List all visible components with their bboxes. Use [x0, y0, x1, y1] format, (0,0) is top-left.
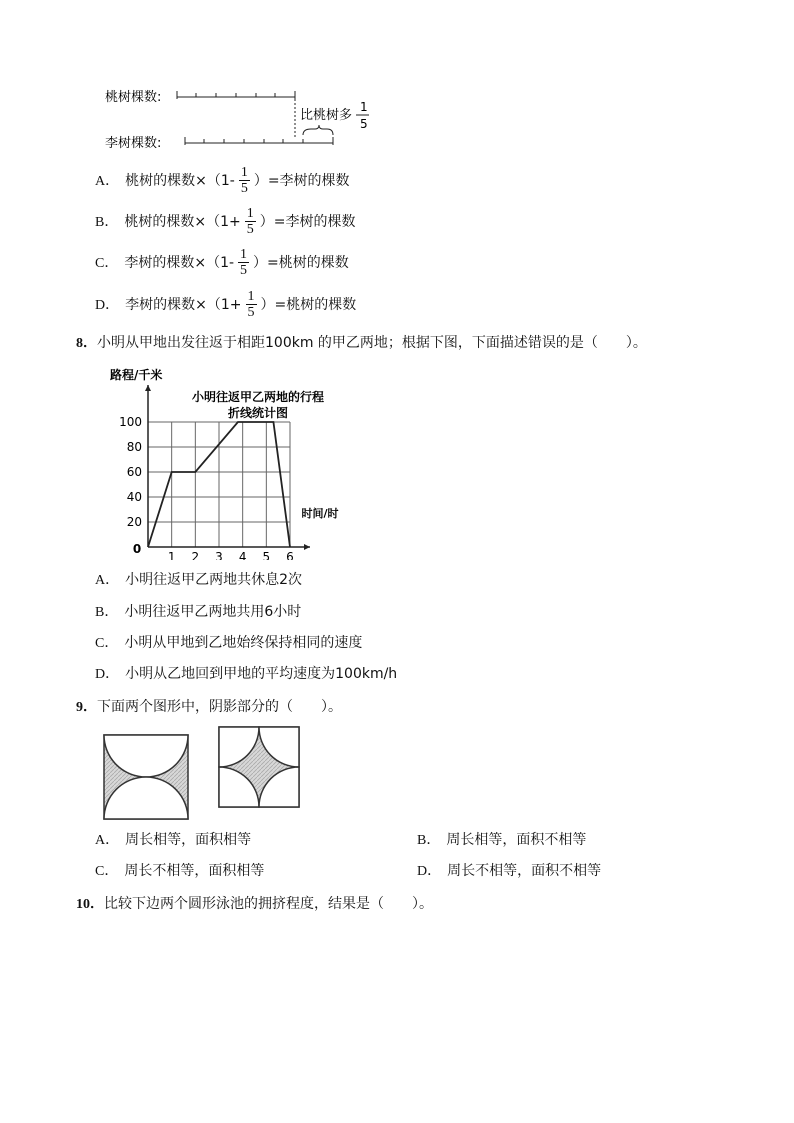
x-tick-label: 3 [215, 550, 223, 560]
q8-stem [76, 332, 647, 352]
q7-option-c[interactable] [95, 244, 349, 280]
plum-ticks [185, 137, 333, 145]
fraction: $\frac{1}{5}$ [247, 288, 255, 320]
q7-segment-diagram [105, 85, 385, 155]
option-text: 小明从甲地到乙地始终保持相同的速度 [124, 635, 363, 651]
q10-stem [76, 893, 433, 913]
option-text: 周长相等，面积不相等 [446, 832, 587, 848]
q8-chart [110, 365, 350, 560]
option-text-pre: 李树的棵数×（1+ [125, 297, 242, 313]
annotation-numerator: 1 [360, 100, 368, 114]
plum-label: 李树棵数: [105, 136, 162, 151]
q8-line-chart [110, 365, 350, 560]
option-letter: B． [417, 833, 441, 848]
option-text: 小明往返甲乙两地共休息2次 [125, 572, 303, 588]
x-tick-label: 1 [167, 550, 176, 560]
fraction: $\frac{1}{5}$ [240, 164, 248, 196]
option-letter: C． [95, 864, 119, 879]
q7-option-a[interactable] [95, 162, 350, 198]
option-letter: A． [95, 174, 120, 189]
quarter-circle-square-figure [217, 725, 303, 811]
semicircle-square-figure [102, 733, 192, 821]
y-tick-label: 40 [126, 490, 142, 504]
question-text: 下面两个图形中，阴影部分的（ ）。 [97, 699, 342, 715]
y-tick-label: 60 [126, 465, 142, 479]
peach-ticks [177, 91, 295, 99]
y-tick-label: 100 [119, 415, 142, 429]
peach-label: 桃树棵数: [105, 90, 162, 105]
y-tick-label: 20 [126, 515, 142, 529]
question-number: 8． [76, 336, 97, 351]
q9-figure-right [217, 725, 303, 815]
option-letter: B． [95, 215, 119, 230]
x-axis-arrow-icon [304, 544, 310, 550]
option-text-post: ）=桃树的棵数 [260, 297, 357, 313]
x-tick-label: 6 [286, 550, 294, 560]
option-letter: D． [95, 298, 120, 313]
y-axis-label: 路程/千米 [110, 368, 163, 382]
q8-option-d[interactable] [95, 655, 397, 691]
option-letter: D． [417, 864, 442, 879]
q9-option-c[interactable] [95, 852, 264, 888]
option-text: 周长相等，面积相等 [125, 832, 252, 848]
chart-title: 小明往返甲乙两地的行程 [191, 390, 325, 404]
q7-option-b[interactable] [95, 203, 355, 239]
question-text: 比较下边两个圆形泳池的拥挤程度，结果是（ ）。 [104, 896, 433, 912]
option-text: 小明从乙地回到甲地的平均速度为100km/h [125, 666, 398, 682]
x-tick-label: 2 [191, 550, 200, 560]
x-tick-label: 5 [262, 550, 271, 560]
option-letter: D． [95, 667, 120, 682]
option-letter: A． [95, 833, 120, 848]
annotation-text: 比桃树多 [300, 108, 353, 123]
option-letter: B． [95, 605, 119, 620]
option-text-pre: 桃树的棵数×（1- [125, 173, 235, 189]
chart-subtitle: 折线统计图 [227, 406, 289, 420]
option-text-post: ）=李树的棵数 [253, 173, 350, 189]
origin-label: 0 [132, 542, 142, 556]
x-tick-labels [168, 550, 294, 560]
y-tick-label: 80 [126, 440, 142, 454]
option-text-pre: 桃树的棵数×（1+ [124, 214, 241, 230]
option-letter: C． [95, 256, 119, 271]
y-axis-arrow-icon [145, 385, 151, 391]
question-number: 10． [76, 897, 104, 912]
option-text: 周长不相等，面积不相等 [447, 863, 602, 879]
option-text: 小明往返甲乙两地共用6小时 [124, 604, 302, 620]
q9-stem [76, 696, 342, 716]
brace-icon [303, 125, 333, 135]
q9-figure-left [102, 733, 192, 825]
q8-option-a[interactable] [95, 561, 302, 597]
q7-diagram [105, 85, 385, 155]
question-number: 9． [76, 700, 97, 715]
q9-option-d[interactable] [417, 852, 601, 888]
option-letter: A． [95, 573, 120, 588]
annotation-denominator: 5 [360, 117, 368, 131]
fraction: $\frac{1}{5}$ [246, 205, 254, 237]
q7-option-d[interactable] [95, 286, 356, 322]
option-text-pre: 李树的棵数×（1- [124, 255, 235, 271]
fraction: $\frac{1}{5}$ [240, 246, 248, 278]
option-letter: C． [95, 636, 119, 651]
option-text: 周长不相等，面积相等 [124, 863, 265, 879]
question-text: 小明从甲地出发往返于相距100km 的甲乙两地；根据下图，下面描述错误的是（ ）。 [97, 335, 647, 351]
chart-grid [148, 422, 290, 547]
y-tick-labels [119, 415, 142, 529]
x-axis-label: 时间/时 [301, 507, 339, 520]
option-text-post: ）=桃树的棵数 [253, 255, 349, 271]
option-text-post: ）=李树的棵数 [259, 214, 356, 230]
x-tick-label: 4 [238, 550, 247, 560]
